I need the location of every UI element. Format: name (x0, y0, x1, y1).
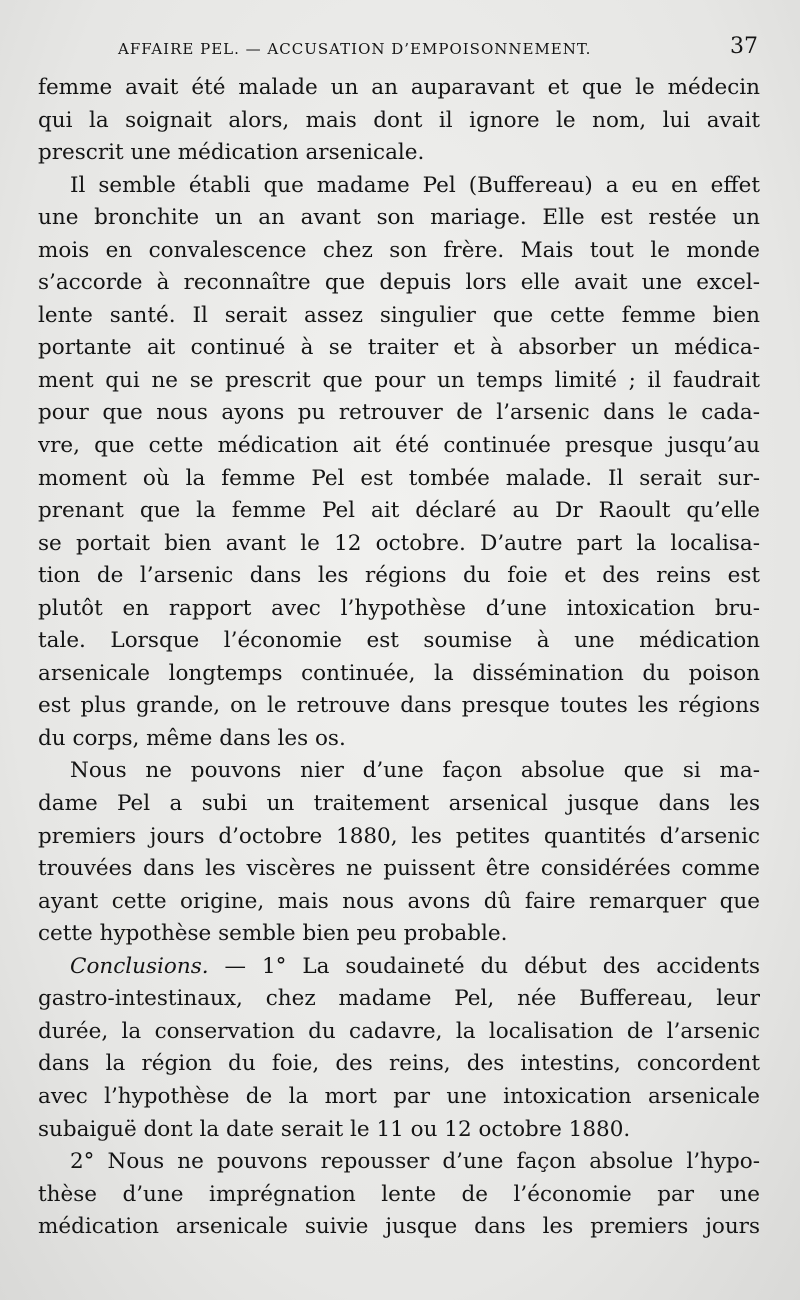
text-line: moment où la femme Pel est tombée malade. Il serait sur- (38, 465, 760, 491)
text-line: thèse d’une imprégnation lente de l’économie par une (38, 1181, 760, 1207)
text-line: ayant cette origine, mais nous avons dû faire remarquer que (38, 888, 760, 914)
text-line (38, 951, 760, 984)
text-line: portante ait continué à se traiter et à absorber un médica- (38, 335, 760, 361)
page-number: 37 (730, 34, 758, 59)
text-line: est plus grande, on le retrouve dans presque toutes les régions (38, 693, 760, 719)
text-line: ment qui ne se prescrit que pour un temps limité ; il faudrait (38, 367, 760, 393)
text-line: cette hypothèse semble bien peu probable. (38, 921, 508, 947)
text-line-rest: — 1° La soudaineté du début des accidents (208, 953, 760, 979)
text-line: Nous ne pouvons nier d’une façon absolue que si ma- (70, 758, 760, 784)
text-line: mois en convalescence chez son frère. Mais tout le monde (38, 237, 760, 263)
running-head-title: AFFAIRE PEL. — ACCUSATION D’EMPOISONNEMENT. (118, 40, 592, 58)
paragraph-2 (38, 170, 760, 756)
text-line: femme avait été malade un an auparavant et que le médecin (38, 75, 760, 100)
text-line: une bronchite un an avant son mariage. Elle est restée un (38, 205, 760, 231)
text-line: premiers jours d’octobre 1880, les petites quantités d’arsenic (38, 823, 760, 849)
text-line: trouvées dans les viscères ne puissent être considérées comme (38, 856, 760, 882)
paragraph-1 (38, 72, 760, 170)
text-line: Il semble établi que madame Pel (Buffereau) a eu en effet (70, 172, 760, 198)
text-line: plutôt en rapport avec l’hypothèse d’une intoxication bru- (38, 595, 760, 621)
text-line: qui la soignait alors, mais dont il ignore le nom, lui avait (38, 107, 760, 133)
conclusions-heading: Conclusions. (70, 953, 209, 979)
text-line: tion de l’arsenic dans les régions du foie et des reins est (38, 563, 760, 589)
paragraph-conclusions (38, 951, 760, 1146)
text-line: durée, la conservation du cadavre, la localisation de l’arsenic (38, 1018, 760, 1044)
text-line: gastro-intestinaux, chez madame Pel, née Buffereau, leur (38, 986, 760, 1012)
text-line: 2° Nous ne pouvons repousser d’une façon absolue l’hypo- (70, 1149, 760, 1175)
text-line: se portait bien avant le 12 octobre. D’autre part la localisa- (38, 530, 760, 556)
text-line: dame Pel a subi un traitement arsenical jusque dans les (38, 791, 760, 817)
text-line: médication arsenicale suivie jusque dans les premiers jours (38, 1214, 760, 1240)
text-line: tale. Lorsque l’économie est soumise à une médication (38, 628, 760, 654)
paragraph-3 (38, 755, 760, 950)
text-line: avec l’hypothèse de la mort par une intoxication arsenicale (38, 1083, 760, 1109)
running-head (118, 34, 758, 60)
text-line: prenant que la femme Pel ait déclaré au Dr Raoult qu’elle (38, 498, 760, 524)
text-line: s’accorde à reconnaître que depuis lors elle avait une excel- (38, 270, 760, 296)
text-line: lente santé. Il serait assez singulier que cette femme bien (38, 302, 760, 328)
text-line: pour que nous ayons pu retrouver de l’arsenic dans le cada- (38, 400, 760, 426)
paragraph-5 (38, 1146, 760, 1244)
body-text (38, 72, 760, 1244)
text-line: subaiguë dont la date serait le 11 ou 12 octobre 1880. (38, 1116, 631, 1142)
text-line: dans la région du foie, des reins, des intestins, concordent (38, 1051, 760, 1077)
text-line: arsenicale longtemps continuée, la dissémination du poison (38, 660, 760, 686)
text-line: du corps, même dans les os. (38, 725, 346, 751)
text-line: vre, que cette médication ait été continuée presque jusqu’au (38, 433, 760, 459)
text-line: prescrit une médication arsenicale. (38, 140, 425, 166)
